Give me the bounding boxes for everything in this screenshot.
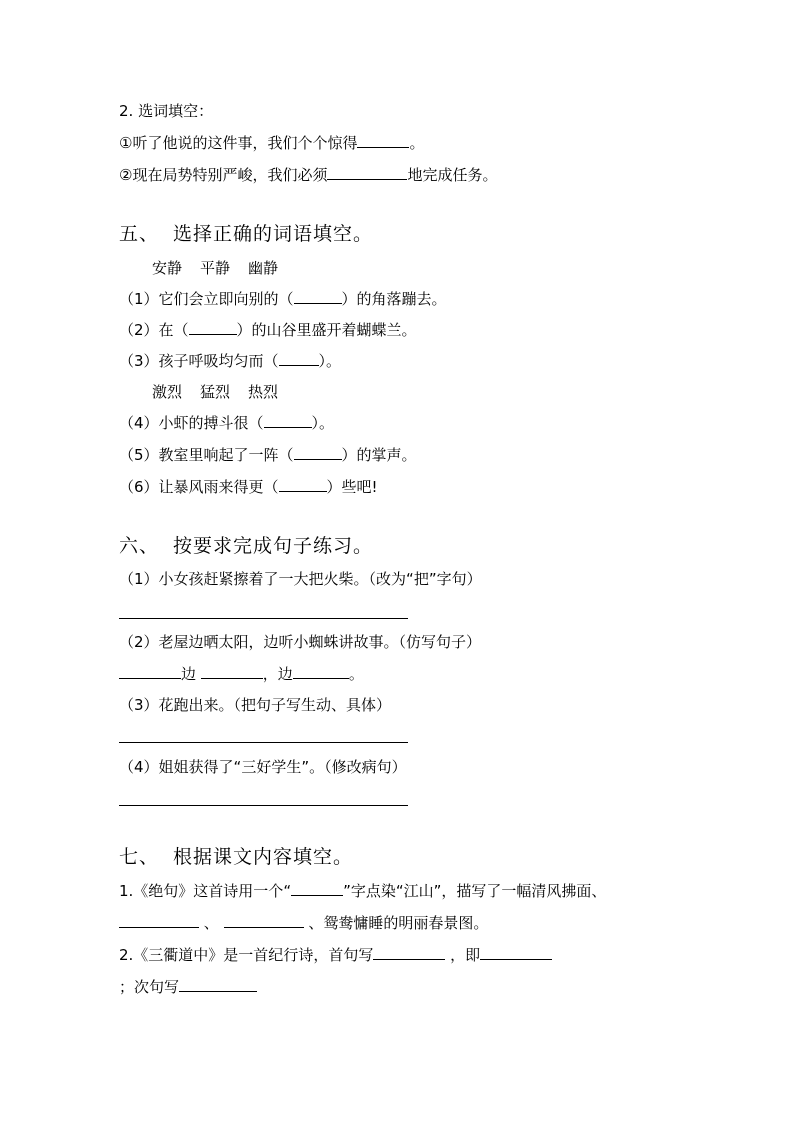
fill-blank[interactable] xyxy=(119,913,199,928)
section-6-number: 六、 xyxy=(119,535,160,557)
word-option: 激烈 xyxy=(152,383,183,401)
s6-question-3: （3）花跑出来。（把句子写生动、具体） xyxy=(119,696,392,714)
fill-blank[interactable] xyxy=(294,445,342,460)
word-option: 平静 xyxy=(200,259,231,277)
s5-item-2-text: （2）在（ xyxy=(119,321,189,339)
s5-item-2-end: ）的山谷里盛开着蝴蝶兰。 xyxy=(236,321,417,339)
fill-blank[interactable] xyxy=(264,413,312,428)
s5-item-1-text: （1）它们会立即向别的（ xyxy=(119,290,294,308)
section-6-title: 按要求完成句子练习。 xyxy=(173,535,374,557)
fill-blank[interactable] xyxy=(294,289,342,304)
s7-line-3 xyxy=(119,945,552,965)
s6-question-2-template xyxy=(119,664,364,684)
fill-blank[interactable] xyxy=(480,945,552,960)
answer-line[interactable] xyxy=(119,805,408,806)
s5-item-2 xyxy=(119,320,417,340)
s7-line-4-text: ；次句写 xyxy=(119,978,180,996)
s5-item-6 xyxy=(119,477,378,497)
section-7-title: 根据课文内容填空。 xyxy=(173,846,354,868)
s7-line-4 xyxy=(119,977,257,997)
q2-line-1-end: 。 xyxy=(409,134,425,152)
q2-line-1-text: ①听了他说的这件事，我们个个惊得 xyxy=(119,134,358,152)
fill-blank[interactable] xyxy=(179,977,257,992)
s7-line-1-end: ”字点染“江山”，描写了一幅清风拂面、 xyxy=(343,882,607,900)
s5-item-4 xyxy=(119,413,334,433)
word-option: 猛烈 xyxy=(200,383,231,401)
s5-item-5-end: ）的掌声。 xyxy=(341,446,417,464)
s7-line-3-mid: ，即 xyxy=(450,946,481,964)
fill-blank[interactable] xyxy=(373,945,445,960)
s7-line-3-text: 2.《三衢道中》是一首纪行诗，首句写 xyxy=(119,946,374,964)
word-option: 幽静 xyxy=(248,259,279,277)
s5-item-5 xyxy=(119,445,417,465)
s5-item-1-end: ）的角落蹦去。 xyxy=(341,290,447,308)
s6-question-2: （2）老屋边晒太阳，边听小蜘蛛讲故事。（仿写句子） xyxy=(119,633,482,651)
section-7-heading xyxy=(119,845,353,869)
s5-item-4-end: ）。 xyxy=(311,414,335,432)
s5-item-1 xyxy=(119,289,447,309)
section-5-number: 五、 xyxy=(119,223,160,245)
s7-line-1 xyxy=(119,881,606,901)
template-end: 。 xyxy=(348,665,364,683)
fill-blank[interactable] xyxy=(357,133,409,148)
s7-line-1-text: 1.《绝句》这首诗用一个“ xyxy=(119,882,292,900)
s5-item-3 xyxy=(119,351,341,371)
template-word: 边 xyxy=(181,665,197,683)
fill-blank[interactable] xyxy=(189,320,237,335)
s7-line-2-end: 、鸳鸯慵睡的明丽春景图。 xyxy=(308,914,489,932)
fill-blank[interactable] xyxy=(279,477,327,492)
word-options-2 xyxy=(152,382,296,402)
fill-blank[interactable] xyxy=(291,881,343,896)
fill-blank[interactable] xyxy=(224,913,304,928)
section-7-number: 七、 xyxy=(119,846,160,868)
fill-blank[interactable] xyxy=(279,351,319,366)
q2-title: 2. 选词填空： xyxy=(119,102,214,120)
word-options-1 xyxy=(152,258,296,278)
template-word: ，边 xyxy=(262,665,293,683)
s6-question-4: （4）姐姐获得了“三好学生”。（修改病句） xyxy=(119,758,407,776)
fill-blank[interactable] xyxy=(201,664,263,679)
s6-question-1: （1）小女孩赶紧擦着了一大把火柴。（改为“把”字句） xyxy=(119,570,482,588)
q2-line-2 xyxy=(119,165,497,185)
s5-item-3-text: （3）孩子呼吸均匀而（ xyxy=(119,352,279,370)
s7-line-2 xyxy=(119,913,488,933)
fill-blank[interactable] xyxy=(119,664,181,679)
s5-item-5-text: （5）教室里响起了一阵（ xyxy=(119,446,294,464)
q2-line-2-end: 地完成任务。 xyxy=(407,166,498,184)
section-5-title: 选择正确的词语填空。 xyxy=(173,223,374,245)
fill-blank[interactable] xyxy=(293,664,349,679)
section-6-heading xyxy=(119,534,373,558)
q2-line-2-text: ②现在局势特别严峻，我们必须 xyxy=(119,166,328,184)
fill-blank[interactable] xyxy=(327,165,407,180)
answer-line[interactable] xyxy=(119,742,408,743)
word-option: 热烈 xyxy=(248,383,279,401)
section-5-heading xyxy=(119,222,373,246)
separator: 、 xyxy=(203,914,219,932)
s5-item-6-text: （6）让暴风雨来得更（ xyxy=(119,478,279,496)
q2-line-1 xyxy=(119,133,424,153)
s5-item-4-text: （4）小虾的搏斗很（ xyxy=(119,414,264,432)
answer-line[interactable] xyxy=(119,618,408,619)
s5-item-6-end: ）些吧! xyxy=(326,478,378,496)
word-option: 安静 xyxy=(152,259,183,277)
s5-item-3-end: ）。 xyxy=(318,352,342,370)
